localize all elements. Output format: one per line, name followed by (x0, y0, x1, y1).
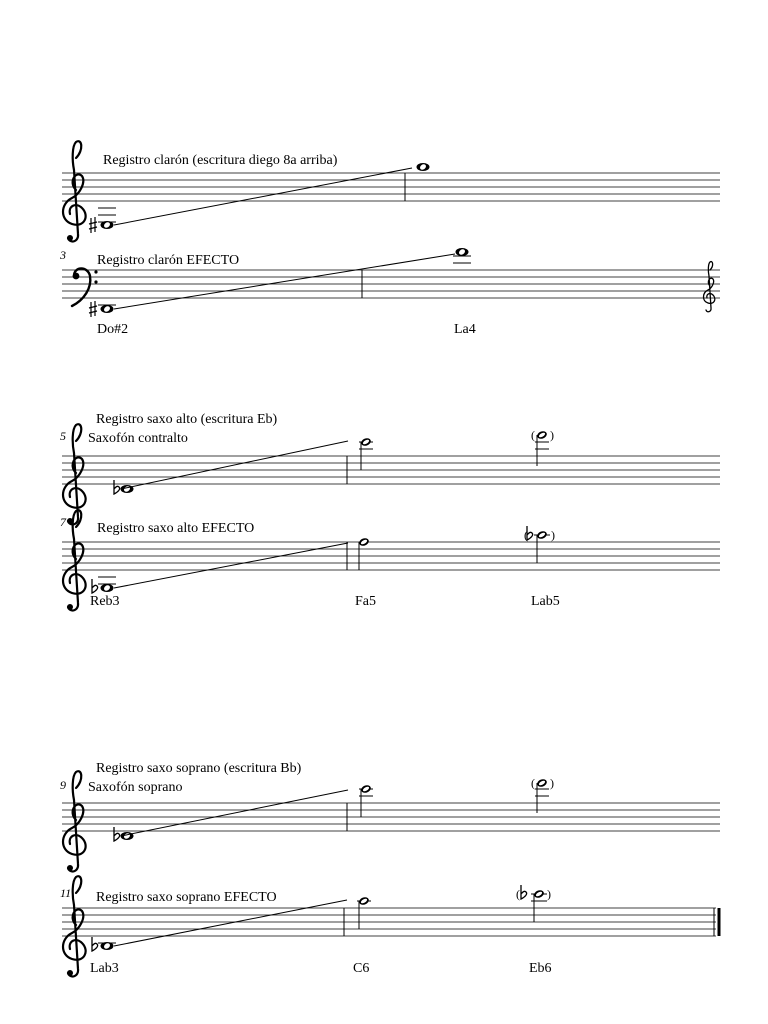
flat-icon (92, 579, 98, 593)
note-high (456, 248, 469, 256)
parenthesis: ( (516, 887, 520, 901)
ledger-lines (98, 577, 116, 584)
flat-icon (92, 937, 98, 951)
parenthesis: ) (547, 887, 551, 901)
note-name: C6 (353, 961, 370, 976)
note-highest-bracketed (536, 530, 548, 540)
measure-number: 9 (60, 778, 66, 792)
note-name: Reb3 (90, 594, 120, 609)
system-title: Registro saxo soprano (escritura Bb) (96, 761, 302, 776)
staff-lines (62, 456, 720, 484)
sharp-icon (89, 301, 97, 317)
instrument-name: Saxofón soprano (88, 780, 183, 795)
glissando-line (114, 900, 347, 946)
measure-number: 5 (60, 429, 66, 443)
measure-number: 3 (60, 248, 66, 262)
note-low (101, 221, 114, 229)
system-title: Registro saxo alto (escritura Eb) (96, 412, 278, 427)
note-low (101, 305, 114, 313)
system-title: Registro saxo soprano EFECTO (96, 890, 277, 905)
note-high (358, 537, 370, 547)
treble-clef-icon (63, 141, 86, 241)
note-name: Fa5 (355, 594, 376, 609)
note-name: Eb6 (529, 961, 552, 976)
glissando-line (114, 168, 412, 225)
system-title: Registro saxo alto EFECTO (97, 521, 255, 536)
flat-icon (114, 827, 120, 841)
system-title: Registro clarón EFECTO (97, 253, 240, 268)
staff-lines (62, 270, 720, 298)
system-title: Registro clarón (escritura diego 8a arriba) (103, 153, 338, 168)
staff-lines (62, 803, 720, 831)
staff-lines (62, 173, 720, 201)
note-high (360, 437, 372, 447)
flat-icon (521, 885, 527, 899)
parenthesis: ( (531, 776, 535, 790)
glissando-line (121, 441, 348, 489)
instrument-name: Saxofón contralto (88, 431, 188, 446)
flat-icon (114, 480, 120, 494)
note-name: Lab3 (90, 961, 119, 976)
ledger-lines (453, 256, 471, 263)
staff-lines (62, 542, 720, 570)
staff-lines (62, 908, 716, 936)
parenthesis: ) (550, 428, 554, 442)
note-high (417, 163, 430, 171)
sharp-icon (89, 217, 97, 233)
note-high (358, 896, 370, 906)
glissando-line (121, 790, 348, 836)
glissando-line (114, 543, 348, 588)
note-high (360, 784, 372, 794)
parenthesis: ( (531, 428, 535, 442)
parenthesis: ) (551, 528, 555, 542)
treble-clef-icon (63, 424, 86, 524)
ledger-lines (98, 208, 116, 222)
measure-number: 7 (60, 515, 66, 529)
note-low (101, 942, 114, 950)
note-highest-bracketed (536, 430, 548, 440)
note-name: Lab5 (531, 594, 560, 609)
note-name: Do#2 (97, 322, 129, 337)
parenthesis: ( (524, 528, 528, 542)
note-highest-bracketed (533, 889, 545, 899)
note-highest-bracketed (536, 778, 548, 788)
measure-number: 11 (60, 886, 72, 900)
parenthesis: ) (550, 776, 554, 790)
treble-clef-icon (63, 771, 86, 871)
note-low (101, 584, 114, 592)
note-name: La4 (454, 322, 476, 337)
treble-clef-change-icon (704, 262, 715, 312)
bass-clef-icon (72, 269, 98, 307)
